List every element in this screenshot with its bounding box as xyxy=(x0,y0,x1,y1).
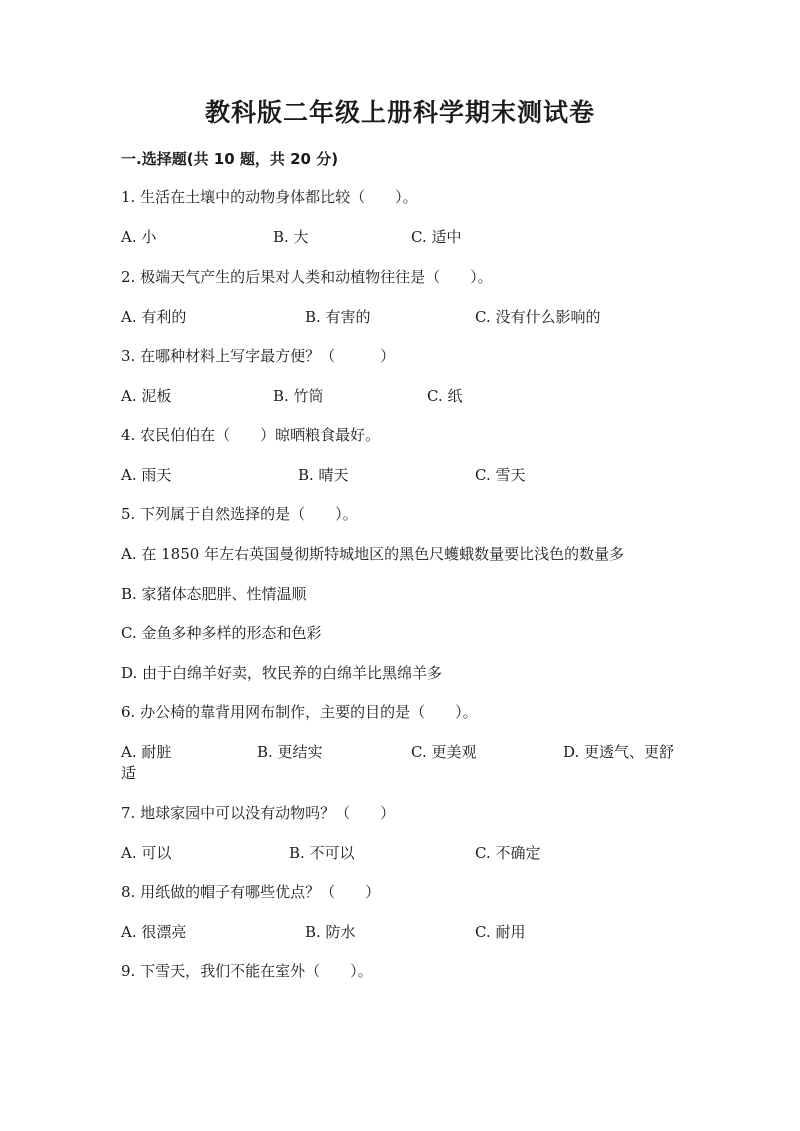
question-3-stem: 3. 在哪种材料上写字最方便？（ ） xyxy=(121,347,396,365)
question-7-option-a: A. 可以 xyxy=(121,844,172,862)
question-2-option-b: B. 有害的 xyxy=(305,308,371,326)
question-5-option-a: A. 在 1850 年左右英国曼彻斯特城地区的黑色尺蠖蛾数量要比浅色的数量多 xyxy=(121,545,625,563)
question-5-stem: 5. 下列属于自然选择的是（ ）。 xyxy=(121,505,358,523)
question-6-option-a: A. 耐脏 xyxy=(121,743,172,761)
question-1-option-b: B. 大 xyxy=(273,228,309,246)
question-3-option-b: B. 竹筒 xyxy=(273,387,324,405)
question-4-option-a: A. 雨天 xyxy=(121,466,172,484)
question-4-option-c: C. 雪天 xyxy=(475,466,526,484)
question-3-option-c: C. 纸 xyxy=(427,387,463,405)
question-9-stem: 9. 下雪天，我们不能在室外（ ）。 xyxy=(121,962,373,980)
question-1-option-c: C. 适中 xyxy=(411,228,462,246)
question-2-option-a: A. 有利的 xyxy=(121,308,187,326)
question-6-option-d-continued: 适 xyxy=(121,764,137,782)
question-5-option-c: C. 金鱼多种多样的形态和色彩 xyxy=(121,624,322,642)
question-8-option-b: B. 防水 xyxy=(305,923,356,941)
question-8-option-c: C. 耐用 xyxy=(475,923,526,941)
page-title: 教科版二年级上册科学期末测试卷 xyxy=(204,98,595,127)
question-7-option-b: B. 不可以 xyxy=(289,844,355,862)
question-6-stem: 6. 办公椅的靠背用网布制作，主要的目的是（ ）。 xyxy=(121,703,478,721)
question-8-option-a: A. 很漂亮 xyxy=(121,923,187,941)
question-2-stem: 2. 极端天气产生的后果对人类和动植物往往是（ ）。 xyxy=(121,268,493,286)
question-5-option-b: B. 家猪体态肥胖、性情温顺 xyxy=(121,585,307,603)
question-7-stem: 7. 地球家园中可以没有动物吗？（ ） xyxy=(121,804,396,822)
question-6-option-c: C. 更美观 xyxy=(411,743,477,761)
question-6-option-b: B. 更结实 xyxy=(257,743,323,761)
question-3-option-a: A. 泥板 xyxy=(121,387,172,405)
question-5-option-d: D. 由于白绵羊好卖，牧民养的白绵羊比黑绵羊多 xyxy=(121,664,443,682)
question-4-stem: 4. 农民伯伯在（ ）晾晒粮食最好。 xyxy=(121,426,381,444)
question-1-stem: 1. 生活在土壤中的动物身体都比较（ ）。 xyxy=(121,188,418,206)
question-1-option-a: A. 小 xyxy=(121,228,157,246)
question-7-option-c: C. 不确定 xyxy=(475,844,541,862)
question-6-option-d: D. 更透气、更舒 xyxy=(563,743,675,761)
question-4-option-b: B. 晴天 xyxy=(298,466,349,484)
question-8-stem: 8. 用纸做的帽子有哪些优点？（ ） xyxy=(121,883,381,901)
section-heading: 一.选择题(共 10 题，共 20 分) xyxy=(121,150,339,168)
question-2-option-c: C. 没有什么影响的 xyxy=(475,308,601,326)
